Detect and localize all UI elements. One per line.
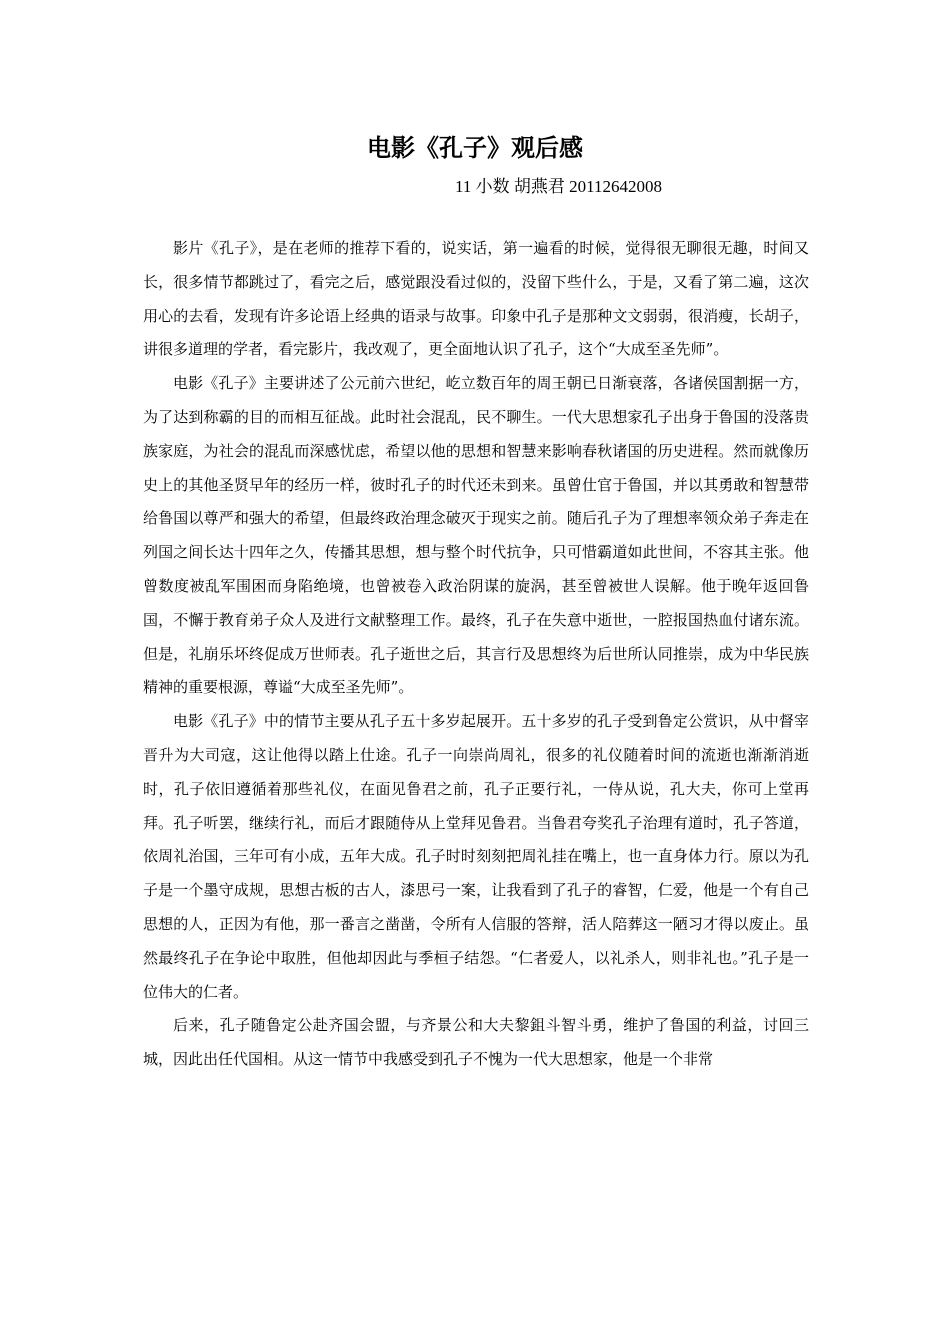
document-title: 电影《孔子》观后感 [367, 134, 583, 162]
paragraph-3: 电影《孔子》中的情节主要从孔子五十多岁起展开。五十多岁的孔子受到鲁定公赏识，从中督宰晋升为大司寇，这让他得以踏上仕途。孔子一向崇尚周礼，很多的礼仪随着时间的流逝也渐渐消逝时，孔子依旧遵循着那些礼仪，在面见鲁君之前，孔子正要行礼，一侍从说，孔大夫，你可上堂再拜。孔子听罢，继续行礼，而后才跟随侍从上堂拜见鲁君。当鲁君夸奖孔子治理有道时，孔子答道，依周礼治国，三年可有小成，五年大成。孔子时时刻刻把周礼挂在嘴上，也一直身体力行。原以为孔子是一个墨守成规，思想古板的古人，漆思弓一案，让我看到了孔子的睿智，仁爱，他是一个有自己思想的人，正因为有他，那一番言之凿凿，令所有人信服的答辩，活人陪葬这一陋习才得以废止。虽然最终孔子在争论中取胜，但他却因此与季桓子结怨。“仁者爱人，以礼杀人，则非礼也。”孔子是一位伟大的仁者。 [143, 712, 809, 1001]
paragraph-2: 电影《孔子》主要讲述了公元前六世纪，屹立数百年的周王朝已日渐衰落，各诸侯国割据一方，为了达到称霸的目的而相互征战。此时社会混乱，民不聊生。一代大思想家孔子出身于鲁国的没落贵族家庭，为社会的混乱而深感忧虑，希望以他的思想和智慧来影响春秋诸国的历史进程。然而就像历史上的其他圣贤早年的经历一样，彼时孔子的时代还未到来。虽曾仕官于鲁国，并以其勇敢和智慧带给鲁国以尊严和强大的希望，但最终政治理念破灭于现实之前。随后孔子为了理想率领众弟子奔走在列国之间长达十四年之久，传播其思想，想与整个时代抗争，只可惜霸道如此世间，不容其主张。他曾数度被乱军围困而身陷绝境，也曾被卷入政治阴谋的旋涡，甚至曾被世人误解。他于晚年返回鲁国，不懈于教育弟子众人及进行文献整理工作。最终，孔子在失意中逝世，一腔报国热血付诸东流。但是，礼崩乐坏终促成万世师表。孔子逝世之后，其言行及思想终为后世所认同推崇，成为中华民族精神的重要根源，尊谥“大成至圣先师”。 [143, 374, 809, 697]
paragraph-4: 后来，孔子随鲁定公赴齐国会盟，与齐景公和大夫黎鉏斗智斗勇，维护了鲁国的利益，讨回三城，因此出任代国相。从这一情节中我感受到孔子不愧为一代大思想家，他是一个非常 [143, 1016, 809, 1069]
document-body [143, 232, 809, 1077]
author-line: 11 小数 胡燕君 20112642008 [455, 177, 662, 196]
paragraph-1: 影片《孔子》，是在老师的推荐下看的，说实话，第一遍看的时候，觉得很无聊很无趣，时间又长，很多情节都跳过了，看完之后，感觉跟没看过似的，没留下些什么，于是，又看了第二遍，这次用心的去看，发现有许多论语上经典的语录与故事。印象中孔子是那种文文弱弱，很消瘦，长胡子，讲很多道理的学者，看完影片，我改观了，更全面地认识了孔子，这个“大成至圣先师”。 [143, 239, 809, 359]
